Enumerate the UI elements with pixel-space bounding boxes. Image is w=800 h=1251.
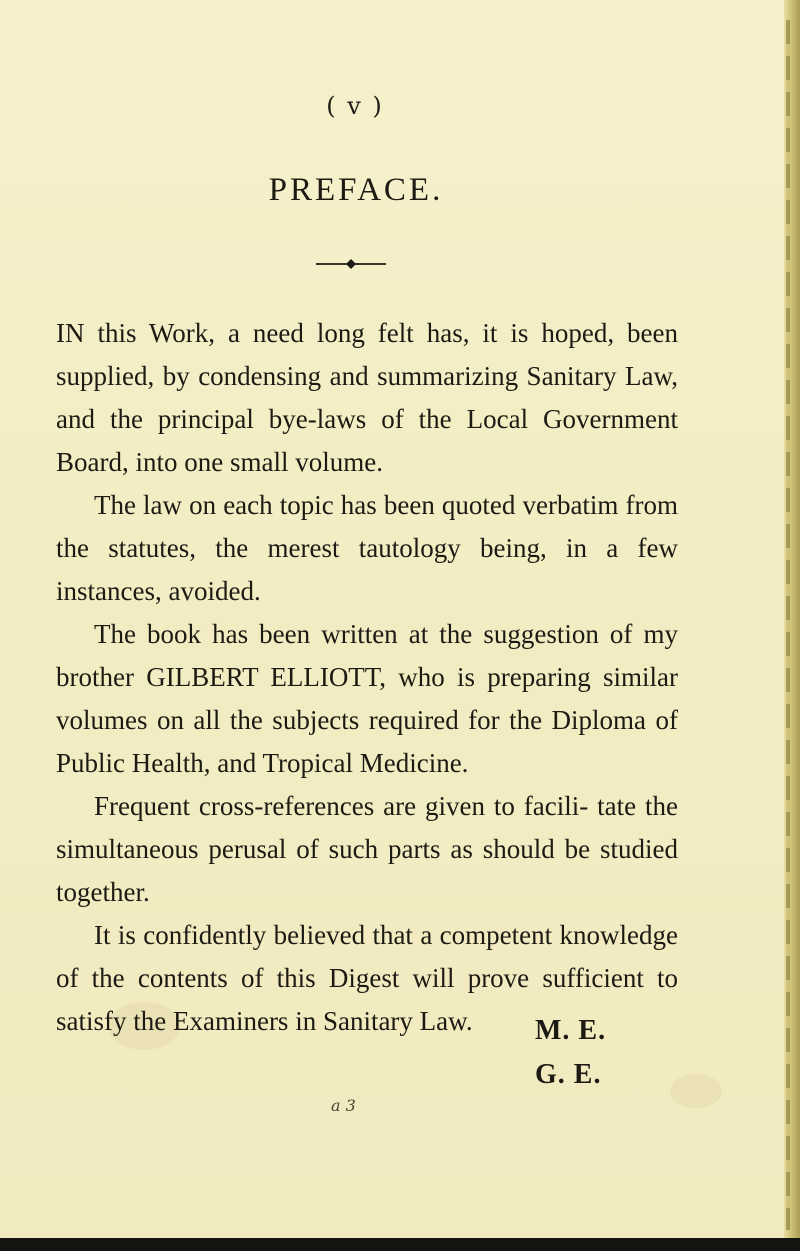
title-ornament	[315, 254, 387, 274]
paragraph: It is confidently believed that a competent knowledge of the contents of this Digest will prove sufficient to satisfy the Examiners in Sanitary Law.	[56, 920, 678, 1036]
preface-body	[56, 312, 678, 1043]
bottom-band	[0, 1238, 800, 1251]
paragraph: The law on each topic has been quoted verbatim from the statutes, the merest tautology being, in a few instances, avoided.	[56, 490, 678, 606]
signature-initials: G. E.	[535, 1059, 602, 1090]
page-edge-shadow	[786, 20, 790, 1230]
signature-initials: M. E.	[535, 1015, 607, 1046]
page-number: ( v )	[326, 92, 384, 120]
paper-stain	[670, 1074, 722, 1108]
signature-block	[535, 1009, 655, 1097]
paragraph: Frequent cross-references are given to facili- tate the simultaneous perusal of such parts as should be studied together.	[56, 791, 678, 907]
signature-mark: a 3	[331, 1096, 356, 1115]
page-title: PREFACE.	[268, 172, 444, 208]
paragraph: IN this Work, a need long felt has, it is hoped, been supplied, by condensing and summarizing Sanitary Law, and the principal bye-laws of the Local Government Board, into one small volume.	[56, 318, 678, 477]
paragraph: The book has been written at the suggestion of my brother GILBERT ELLIOTT, who is preparing similar volumes on all the subjects required for the Diploma of Public Health, and Tropical Medicine.	[56, 619, 678, 778]
